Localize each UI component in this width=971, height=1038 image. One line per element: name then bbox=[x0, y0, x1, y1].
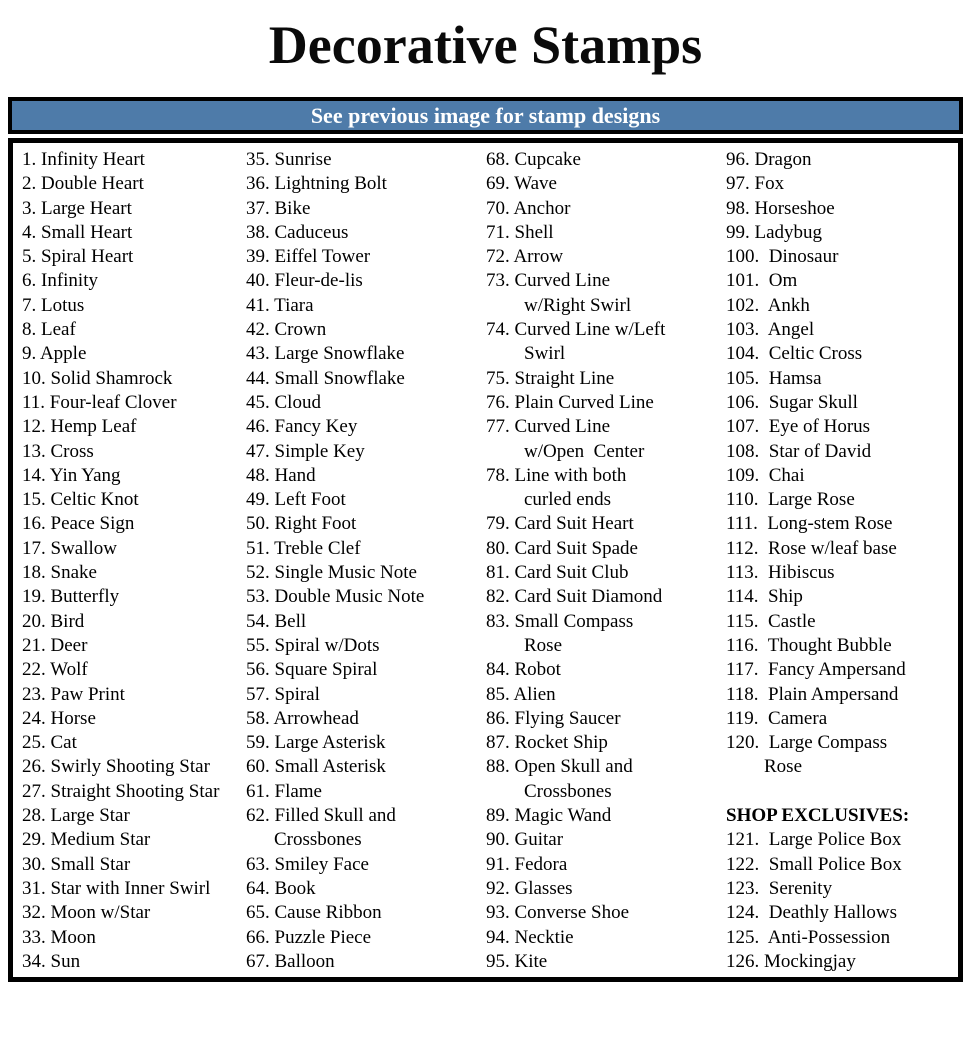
stamp-item: 34. Sun bbox=[22, 950, 81, 972]
stamp-item: 49. Left Foot bbox=[246, 489, 346, 511]
stamp-item-continuation: w/Right Swirl bbox=[524, 294, 632, 316]
stamp-item: 33. Moon bbox=[22, 926, 96, 948]
stamp-item: 50. Right Foot bbox=[246, 513, 357, 535]
stamp-item: 82. Card Suit Diamond bbox=[486, 586, 663, 608]
stamp-item: 117. Fancy Ampersand bbox=[726, 659, 906, 681]
stamp-item: 55. Spiral w/Dots bbox=[246, 634, 380, 656]
stamp-item: 19. Butterfly bbox=[22, 586, 120, 608]
stamp-item: 35. Sunrise bbox=[246, 149, 332, 170]
stamp-item: 2. Double Heart bbox=[22, 173, 144, 195]
stamp-item: 78. Line with both bbox=[486, 464, 627, 486]
stamp-item-continuation: Rose bbox=[524, 634, 562, 656]
stamp-item: 29. Medium Star bbox=[22, 829, 151, 851]
stamp-item: 41. Tiara bbox=[246, 294, 314, 316]
stamp-item: 69. Wave bbox=[486, 173, 557, 195]
stamp-item: 46. Fancy Key bbox=[246, 416, 358, 438]
stamp-item: 103. Angel bbox=[726, 319, 815, 341]
stamp-item: 38. Caduceus bbox=[246, 221, 349, 243]
stamp-item: 81. Card Suit Club bbox=[486, 562, 629, 584]
stamp-item: 61. Flame bbox=[246, 780, 322, 802]
stamp-item: 52. Single Music Note bbox=[246, 562, 417, 584]
stamp-item: 14. Yin Yang bbox=[22, 464, 121, 486]
stamp-item: 30. Small Star bbox=[22, 853, 131, 875]
stamp-item: 111. Long-stem Rose bbox=[726, 513, 893, 535]
stamp-item: 122. Small Police Box bbox=[726, 853, 902, 875]
stamp-column-3 bbox=[486, 148, 726, 977]
page-title: Decorative Stamps bbox=[268, 15, 703, 75]
stamp-item: 93. Converse Shoe bbox=[486, 902, 630, 924]
stamp-item-continuation: Rose bbox=[764, 756, 802, 778]
stamp-item-continuation: curled ends bbox=[524, 489, 612, 511]
stamp-item: 67. Balloon bbox=[246, 950, 335, 972]
stamp-item: 13. Cross bbox=[22, 440, 94, 462]
spacer bbox=[726, 780, 958, 804]
shop-exclusives-heading: SHOP EXCLUSIVES: bbox=[726, 805, 910, 827]
stamp-item: 10. Solid Shamrock bbox=[22, 367, 173, 389]
stamp-item: 65. Cause Ribbon bbox=[246, 902, 382, 924]
stamp-item: 40. Fleur-de-lis bbox=[246, 270, 363, 292]
banner bbox=[8, 97, 963, 134]
stamp-item: 80. Card Suit Spade bbox=[486, 537, 638, 559]
stamp-item: 39. Eiffel Tower bbox=[246, 246, 371, 268]
stamp-item: 72. Arrow bbox=[486, 246, 564, 268]
stamp-column-4 bbox=[726, 148, 958, 977]
stamp-item: 15. Celtic Knot bbox=[22, 489, 139, 511]
stamp-item: 11. Four-leaf Clover bbox=[22, 391, 177, 413]
stamp-item: 76. Plain Curved Line bbox=[486, 391, 654, 413]
stamp-item: 62. Filled Skull and bbox=[246, 805, 396, 827]
stamp-item: 24. Horse bbox=[22, 707, 96, 729]
stamp-item: 32. Moon w/Star bbox=[22, 902, 151, 924]
stamp-item: 60. Small Asterisk bbox=[246, 756, 386, 778]
stamp-column-1 bbox=[22, 148, 246, 977]
stamp-item: 4. Small Heart bbox=[22, 221, 133, 243]
stamp-item: 26. Swirly Shooting Star bbox=[22, 756, 210, 778]
stamp-item: 118. Plain Ampersand bbox=[726, 683, 899, 705]
stamp-item: 48. Hand bbox=[246, 464, 316, 486]
stamp-item: 100. Dinosaur bbox=[726, 246, 839, 268]
stamp-item: 3. Large Heart bbox=[22, 197, 132, 219]
stamp-list bbox=[8, 138, 963, 982]
stamp-item: 8. Leaf bbox=[22, 319, 76, 341]
stamp-item: 37. Bike bbox=[246, 197, 311, 219]
stamp-item: 64. Book bbox=[246, 877, 316, 899]
stamp-item: 51. Treble Clef bbox=[246, 537, 361, 559]
stamp-item: 95. Kite bbox=[486, 950, 548, 972]
stamp-item: 16. Peace Sign bbox=[22, 513, 135, 535]
stamp-item: 98. Horseshoe bbox=[726, 197, 835, 219]
stamp-item: 70. Anchor bbox=[486, 197, 571, 219]
stamp-item: 18. Snake bbox=[22, 562, 97, 584]
stamp-item: 123. Serenity bbox=[726, 877, 833, 899]
stamp-item: 6. Infinity bbox=[22, 270, 98, 292]
stamp-item: 5. Spiral Heart bbox=[22, 246, 134, 268]
stamp-item: 71. Shell bbox=[486, 221, 554, 243]
stamp-item: 109. Chai bbox=[726, 464, 805, 486]
stamp-item: 58. Arrowhead bbox=[246, 707, 359, 729]
stamp-item: 125. Anti-Possession bbox=[726, 926, 891, 948]
stamp-item: 99. Ladybug bbox=[726, 221, 823, 243]
stamp-item: 74. Curved Line w/Left bbox=[486, 319, 666, 341]
stamp-item: 97. Fox bbox=[726, 173, 785, 195]
stamp-item: 31. Star with Inner Swirl bbox=[22, 877, 211, 899]
stamp-item: 86. Flying Saucer bbox=[486, 707, 621, 729]
stamp-item: 90. Guitar bbox=[486, 829, 564, 851]
stamp-item: 108. Star of David bbox=[726, 440, 872, 462]
stamp-item: 92. Glasses bbox=[486, 877, 573, 899]
stamp-item: 54. Bell bbox=[246, 610, 307, 632]
stamp-item: 17. Swallow bbox=[22, 537, 117, 559]
stamp-item-continuation: Swirl bbox=[524, 343, 566, 365]
stamp-item: 106. Sugar Skull bbox=[726, 391, 858, 413]
stamp-item-continuation: Crossbones bbox=[274, 829, 362, 851]
stamp-item: 25. Cat bbox=[22, 732, 77, 754]
stamp-item: 84. Robot bbox=[486, 659, 561, 681]
stamp-item: 59. Large Asterisk bbox=[246, 732, 386, 754]
stamp-item: 85. Alien bbox=[486, 683, 556, 705]
stamp-item: 53. Double Music Note bbox=[246, 586, 425, 608]
stamp-item: 126. Mockingjay bbox=[726, 950, 856, 972]
banner-text: See previous image for stamp designs bbox=[310, 102, 661, 128]
stamp-item: 96. Dragon bbox=[726, 149, 812, 170]
stamp-item: 107. Eye of Horus bbox=[726, 416, 871, 438]
stamp-item: 77. Curved Line bbox=[486, 416, 611, 438]
stamp-item: 75. Straight Line bbox=[486, 367, 615, 389]
stamp-item: 44. Small Snowflake bbox=[246, 367, 405, 389]
stamp-item: 121. Large Police Box bbox=[726, 829, 902, 851]
stamp-item: 87. Rocket Ship bbox=[486, 732, 608, 754]
stamp-item: 43. Large Snowflake bbox=[246, 343, 405, 365]
stamp-item: 104. Celtic Cross bbox=[726, 343, 863, 365]
stamp-item: 91. Fedora bbox=[486, 853, 568, 875]
stamp-item: 42. Crown bbox=[246, 319, 327, 341]
stamp-item: 120. Large Compass bbox=[726, 732, 888, 754]
stamp-item: 9. Apple bbox=[22, 343, 87, 365]
stamp-item: 12. Hemp Leaf bbox=[22, 416, 137, 438]
stamp-item: 94. Necktie bbox=[486, 926, 574, 948]
stamp-item: 105. Hamsa bbox=[726, 367, 822, 389]
stamp-item: 47. Simple Key bbox=[246, 440, 365, 462]
stamp-item: 57. Spiral bbox=[246, 683, 320, 705]
stamp-item: 68. Cupcake bbox=[486, 149, 581, 170]
stamp-item: 119. Camera bbox=[726, 707, 828, 729]
stamp-item-continuation: w/Open Center bbox=[524, 440, 645, 462]
stamp-item: 73. Curved Line bbox=[486, 270, 611, 292]
stamp-item: 28. Large Star bbox=[22, 805, 130, 827]
stamp-item: 21. Deer bbox=[22, 634, 88, 656]
stamp-item: 88. Open Skull and bbox=[486, 756, 633, 778]
stamp-item: 79. Card Suit Heart bbox=[486, 513, 634, 535]
stamp-item: 114. Ship bbox=[726, 586, 803, 608]
stamp-item: 102. Ankh bbox=[726, 294, 810, 316]
stamp-item: 89. Magic Wand bbox=[486, 805, 612, 827]
stamp-column-2 bbox=[246, 148, 486, 977]
stamp-item: 110. Large Rose bbox=[726, 489, 855, 511]
stamp-item: 83. Small Compass bbox=[486, 610, 634, 632]
stamp-item: 7. Lotus bbox=[22, 294, 85, 316]
stamp-item: 63. Smiley Face bbox=[246, 853, 369, 875]
stamp-item: 101. Om bbox=[726, 270, 798, 292]
stamp-item: 112. Rose w/leaf base bbox=[726, 537, 897, 559]
stamp-item: 124. Deathly Hallows bbox=[726, 902, 897, 924]
stamp-item: 20. Bird bbox=[22, 610, 85, 632]
stamp-item: 45. Cloud bbox=[246, 391, 321, 413]
stamp-item-continuation: Crossbones bbox=[524, 780, 612, 802]
stamp-item: 66. Puzzle Piece bbox=[246, 926, 372, 948]
stamp-item: 1. Infinity Heart bbox=[22, 149, 145, 170]
stamp-item: 116. Thought Bubble bbox=[726, 634, 892, 656]
stamp-item: 115. Castle bbox=[726, 610, 816, 632]
stamp-item: 36. Lightning Bolt bbox=[246, 173, 387, 195]
stamp-item: 56. Square Spiral bbox=[246, 659, 378, 681]
stamp-item: 27. Straight Shooting Star bbox=[22, 780, 220, 802]
stamp-item: 23. Paw Print bbox=[22, 683, 125, 705]
stamp-item: 113. Hibiscus bbox=[726, 562, 835, 584]
stamp-item: 22. Wolf bbox=[22, 659, 88, 681]
